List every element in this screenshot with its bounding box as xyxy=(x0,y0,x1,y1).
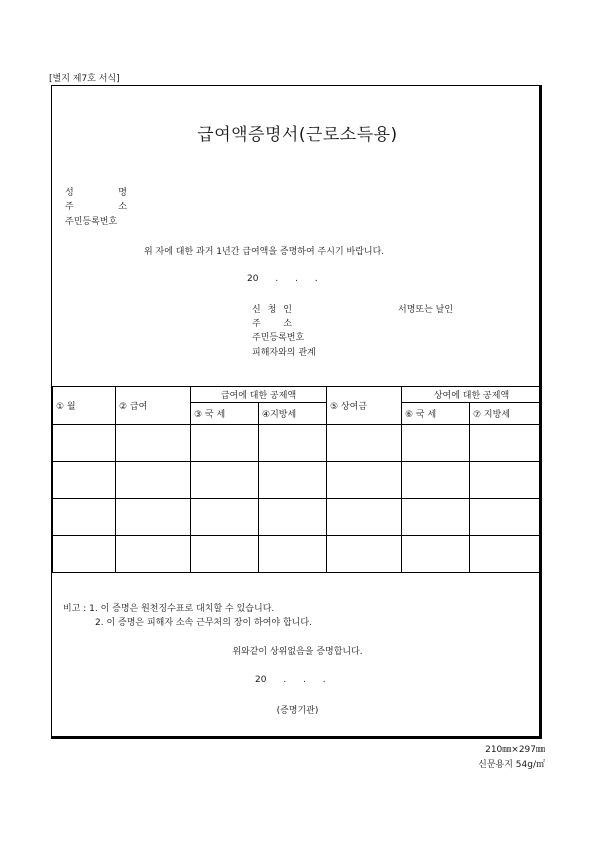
table-cell[interactable] xyxy=(470,425,542,462)
issuer-label: (증명기관) xyxy=(276,706,319,716)
table-cell[interactable] xyxy=(116,499,191,536)
resident-id-label: 주민등록번호 xyxy=(65,217,118,227)
applicant-address-label: 주 소 xyxy=(252,319,292,329)
table-cell[interactable] xyxy=(402,499,470,536)
table-cell[interactable] xyxy=(259,499,327,536)
table-cell[interactable] xyxy=(53,536,116,573)
header-national-tax-1: ③ 국 세 xyxy=(191,403,259,425)
paper-type: 신문용지 54g/㎡ xyxy=(478,760,545,770)
table-cell[interactable] xyxy=(259,536,327,573)
header-bonus-deduction: 상여에 대한 공제액 xyxy=(402,387,542,403)
header-local-tax-2: ⑦ 지방세 xyxy=(470,403,542,425)
note-2: 2. 이 증명은 피해자 소속 근무처의 장이 하여야 합니다. xyxy=(95,618,312,628)
table-cell[interactable] xyxy=(116,462,191,499)
table-cell[interactable] xyxy=(470,536,542,573)
relation-label: 피해자와의 관계 xyxy=(252,348,316,358)
table-cell[interactable] xyxy=(402,425,470,462)
table-cell[interactable] xyxy=(53,425,116,462)
signature-label: 서명또는 날인 xyxy=(398,305,454,315)
applicant-id-label: 주민등록번호 xyxy=(252,333,305,343)
certify-text: 위와같이 상위없음을 증명합니다. xyxy=(232,647,363,657)
table-cell[interactable] xyxy=(327,462,402,499)
header-national-tax-2: ⑥ 국 세 xyxy=(402,403,470,425)
table-row xyxy=(53,462,542,499)
table-cell[interactable] xyxy=(191,499,259,536)
paper-size: 210㎜×297㎜ xyxy=(485,745,545,755)
table-cell[interactable] xyxy=(259,462,327,499)
table-cell[interactable] xyxy=(53,462,116,499)
salary-table xyxy=(52,386,542,573)
table-cell[interactable] xyxy=(191,536,259,573)
header-month: ① 월 xyxy=(53,387,116,425)
table-cell[interactable] xyxy=(259,425,327,462)
table-row xyxy=(53,499,542,536)
header-local-tax-1: ④지방세 xyxy=(259,403,327,425)
form-number-label: [별지 제7호 서식] xyxy=(49,74,120,84)
table-cell[interactable] xyxy=(53,499,116,536)
note-1: 비고 : 1. 이 증명은 원천징수표로 대치할 수 있습니다. xyxy=(63,604,275,614)
table-cell[interactable] xyxy=(470,499,542,536)
request-date-line: 20 . . . xyxy=(247,274,318,284)
table-cell[interactable] xyxy=(402,462,470,499)
certify-date-line: 20 . . . xyxy=(255,675,326,685)
table-row xyxy=(53,536,542,573)
table-cell[interactable] xyxy=(116,536,191,573)
table-cell[interactable] xyxy=(327,425,402,462)
table-cell[interactable] xyxy=(191,425,259,462)
header-bonus: ⑤ 상여금 xyxy=(327,387,402,425)
table-cell[interactable] xyxy=(402,536,470,573)
header-salary: ② 급여 xyxy=(116,387,191,425)
applicant-label: 신 청 인 xyxy=(252,305,292,315)
table-cell[interactable] xyxy=(116,425,191,462)
table-cell[interactable] xyxy=(191,462,259,499)
request-text: 위 자에 대한 과거 1년간 급여액을 증명하여 주시기 바랍니다. xyxy=(144,247,385,257)
name-label: 성 명 xyxy=(65,188,127,198)
form-title: 급여액증명서(근로소득용) xyxy=(197,125,398,145)
header-salary-deduction: 급여에 대한 공제액 xyxy=(191,387,327,403)
table-row xyxy=(53,425,542,462)
table-cell[interactable] xyxy=(470,462,542,499)
table-cell[interactable] xyxy=(327,499,402,536)
table-cell[interactable] xyxy=(327,536,402,573)
address-label: 주 소 xyxy=(65,202,127,212)
